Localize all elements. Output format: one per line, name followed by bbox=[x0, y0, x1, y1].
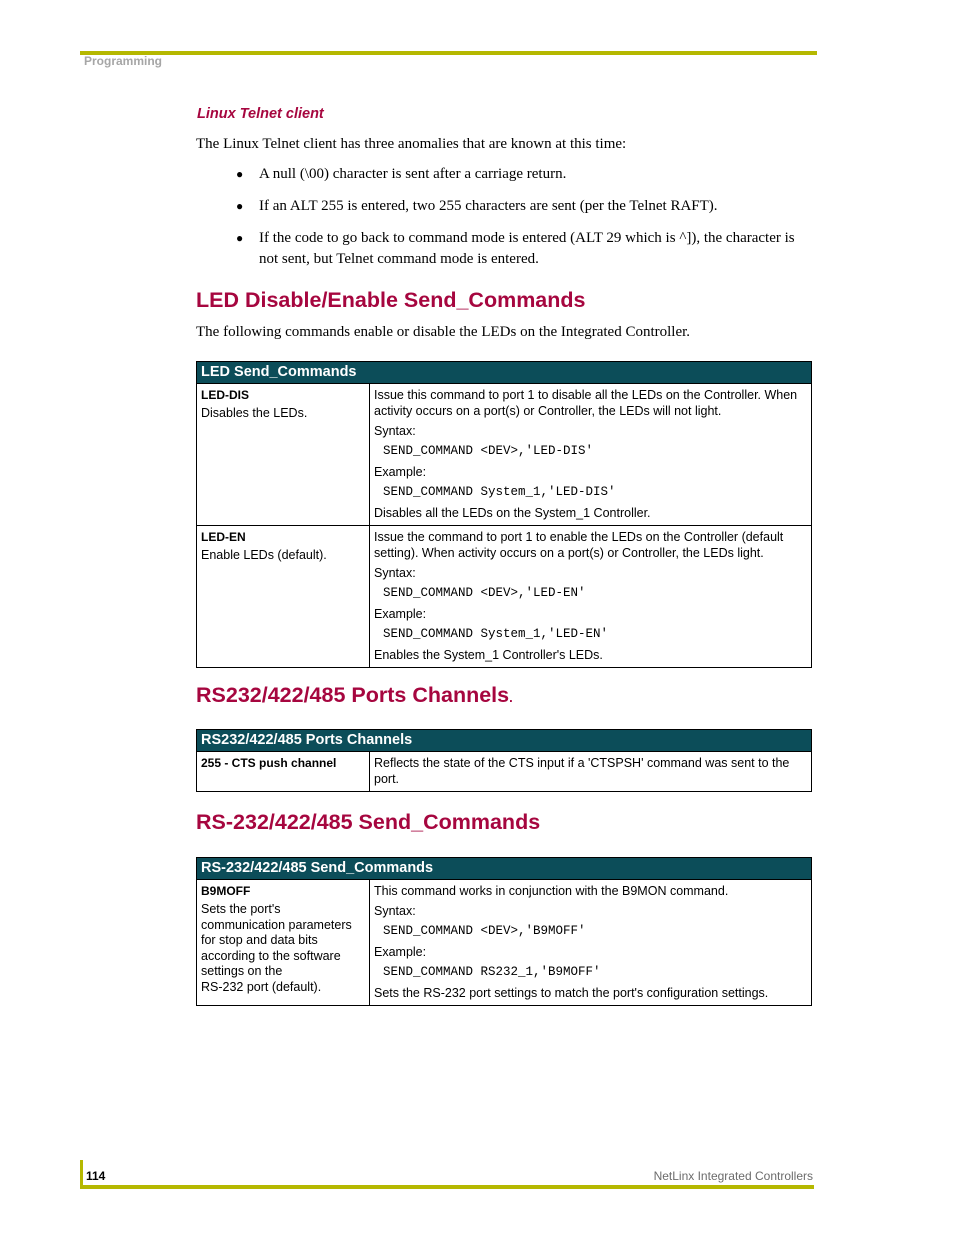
channel-cell bbox=[197, 752, 370, 792]
command-detail-cell bbox=[370, 384, 812, 526]
telnet-subheading: Linux Telnet client bbox=[197, 106, 324, 122]
command-result: Enables the System_1 Controller's LEDs. bbox=[374, 648, 603, 662]
table-title: RS-232/422/485 Send_Commands bbox=[197, 858, 812, 880]
header-rule bbox=[80, 51, 817, 55]
table-row bbox=[197, 526, 812, 668]
channel-detail-cell bbox=[370, 752, 812, 792]
command-name: LED-EN bbox=[201, 530, 246, 544]
table-row bbox=[197, 880, 812, 1006]
command-result: Sets the RS-232 port settings to match the port's configuration settings. bbox=[374, 986, 769, 1000]
bullet-icon: ● bbox=[236, 199, 244, 213]
bullet-icon: ● bbox=[236, 231, 244, 245]
table-row bbox=[197, 752, 812, 792]
example-code: SEND_COMMAND RS232_1,'B9MOFF' bbox=[383, 965, 601, 979]
command-summary: Enable LEDs (default). bbox=[201, 548, 327, 562]
syntax-code: SEND_COMMAND <DEV>,'LED-DIS' bbox=[383, 444, 594, 458]
list-item bbox=[236, 196, 816, 217]
command-name: LED-DIS bbox=[201, 388, 249, 402]
example-label: Example: bbox=[374, 465, 427, 479]
channel-name: 255 - CTS push channel bbox=[201, 756, 337, 770]
command-name: B9MOFF bbox=[201, 884, 251, 898]
rs232-commands-table bbox=[196, 857, 812, 1006]
led-commands-table bbox=[196, 361, 812, 668]
channel-description: Reflects the state of the CTS input if a 'CTSPSH' command was sent to the port. bbox=[374, 756, 790, 786]
summary-line: according to the software bbox=[201, 948, 341, 963]
command-description: Issue this command to port 1 to disable all the LEDs on the Controller. When activity occurs on a port(s) or Controller, the LEDs will not light. bbox=[374, 388, 798, 418]
bullet-text: If an ALT 255 is entered, two 255 characters are sent (per the Telnet RAFT). bbox=[259, 198, 718, 214]
led-section-heading: LED Disable/Enable Send_Commands bbox=[196, 288, 586, 312]
command-summary bbox=[201, 902, 365, 995]
rs232-section-heading: RS-232/422/485 Send_Commands bbox=[196, 810, 541, 834]
syntax-label: Syntax: bbox=[374, 566, 416, 580]
table-title: RS232/422/485 Ports Channels bbox=[197, 730, 812, 752]
syntax-label: Syntax: bbox=[374, 904, 416, 918]
command-cell bbox=[197, 526, 370, 668]
example-label: Example: bbox=[374, 945, 427, 959]
footer-rule bbox=[80, 1185, 814, 1189]
summary-line: settings on the bbox=[201, 964, 283, 978]
command-cell bbox=[197, 384, 370, 526]
example-label: Example: bbox=[374, 607, 427, 621]
syntax-label: Syntax: bbox=[374, 424, 416, 438]
table-title: LED Send_Commands bbox=[197, 362, 812, 384]
command-detail-cell bbox=[370, 880, 812, 1006]
command-description: Issue the command to port 1 to enable the LEDs on the Controller (default setting). When activity occurs on a port(s) or Controller, the LEDs light. bbox=[374, 530, 784, 560]
list-item bbox=[236, 228, 816, 270]
led-section-intro: The following commands enable or disable the LEDs on the Integrated Controller. bbox=[196, 324, 691, 340]
summary-line: RS-232 port (default). bbox=[201, 979, 322, 994]
ports-section-heading bbox=[196, 683, 513, 708]
telnet-intro: The Linux Telnet client has three anomalies that are known at this time: bbox=[196, 136, 627, 152]
command-detail-cell bbox=[370, 526, 812, 668]
example-code: SEND_COMMAND System_1,'LED-DIS' bbox=[383, 485, 616, 499]
example-code: SEND_COMMAND System_1,'LED-EN' bbox=[383, 627, 609, 641]
command-summary: Disables the LEDs. bbox=[201, 406, 308, 420]
table-row bbox=[197, 384, 812, 526]
page-number: 114 bbox=[86, 1169, 106, 1183]
telnet-bullet-list bbox=[236, 164, 816, 281]
ports-channels-table bbox=[196, 729, 812, 792]
command-cell bbox=[197, 880, 370, 1006]
summary-line: Sets the port's bbox=[201, 902, 281, 916]
header-section-label: Programming bbox=[84, 54, 163, 68]
bullet-text: A null (\00) character is sent after a carriage return. bbox=[259, 166, 567, 182]
ports-heading-text: RS232/422/485 Ports Channels bbox=[196, 683, 510, 707]
footer-doc-title: NetLinx Integrated Controllers bbox=[653, 1169, 813, 1183]
summary-line: communication parameters bbox=[201, 917, 352, 932]
syntax-code: SEND_COMMAND <DEV>,'LED-EN' bbox=[383, 586, 586, 600]
list-item bbox=[236, 164, 816, 185]
command-result: Disables all the LEDs on the System_1 Controller. bbox=[374, 506, 651, 520]
syntax-code: SEND_COMMAND <DEV>,'B9MOFF' bbox=[383, 924, 586, 938]
bullet-text: If the code to go back to command mode is entered (ALT 29 which is ^]), the character is not sent, but Telnet command mode is entered. bbox=[259, 230, 795, 267]
bullet-icon: ● bbox=[236, 167, 244, 181]
command-description: This command works in conjunction with the B9MON command. bbox=[374, 884, 729, 898]
ports-heading-trail: . bbox=[509, 690, 513, 705]
summary-line: for stop and data bits bbox=[201, 933, 318, 947]
